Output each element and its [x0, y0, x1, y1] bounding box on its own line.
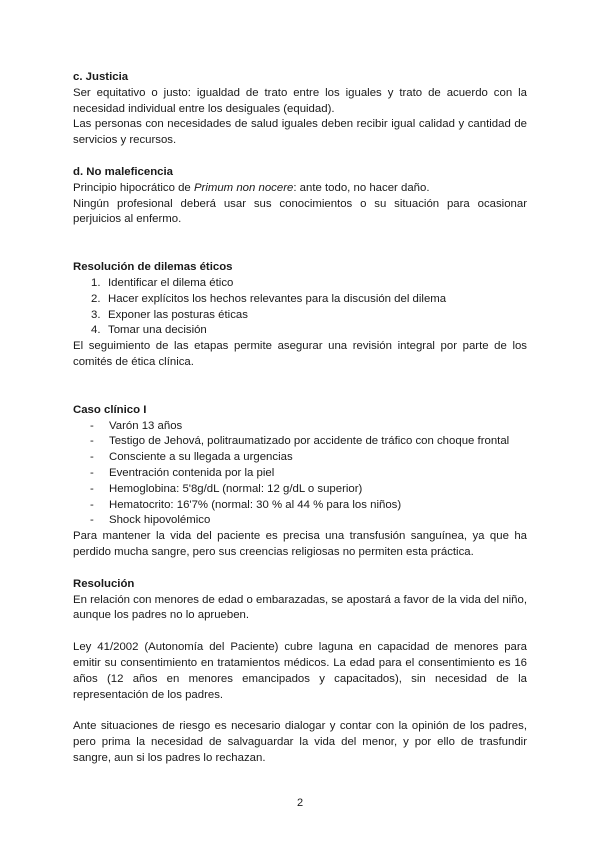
heading-caso-clinico: Caso clínico I: [73, 403, 147, 416]
list-item: - Hematocrito: 16'7% (normal: 30 % al 44 % para los niños): [90, 498, 402, 511]
section-caso-clinico: [73, 403, 527, 561]
heading-no-maleficencia: d. No maleficencia: [73, 165, 174, 178]
page-number: 2: [296, 797, 304, 809]
caso-clinico-list: [73, 419, 527, 530]
list-item: 2. Hacer explícitos los hechos relevantes para la discusión del dilema: [91, 292, 447, 305]
list-item: - Varón 13 años: [90, 419, 183, 432]
heading-justicia: c. Justicia: [73, 71, 129, 83]
caso-clinico-paragraph-1: Para mantener la vida del paciente es precisa una transfusión sanguínea, ya que ha perdido mucha sangre, pero sus creencias religiosas no permiten esta práctica.: [73, 530, 527, 558]
section-no-maleficencia: [73, 165, 527, 228]
list-item: - Shock hipovolémico: [90, 514, 211, 527]
resolucion-paragraph-1: En relación con menores de edad o embarazadas, se apostará a favor de la vida del niño, aunque los padres no lo aprueben.: [73, 593, 528, 622]
justicia-paragraph-2: Las personas con necesidades de salud iguales deben recibir igual calidad y cantidad de servicios y recursos.: [73, 118, 527, 147]
no-maleficencia-p1-before: Principio hipocrático de: [73, 181, 194, 194]
list-item: 1. Identificar el dilema ético: [91, 276, 234, 289]
dilemas-steps-list: [73, 276, 527, 339]
heading-resolucion: Resolución: [73, 577, 135, 590]
list-item: 4. Tomar una decisión: [91, 324, 207, 337]
justicia-paragraph-1: Ser equitativo o justo: igualdad de trato entre los iguales y trato de acuerdo con la necesidad individual entre los desiguales (equidad).: [73, 86, 527, 115]
no-maleficencia-paragraph-2: Ningún profesional deberá usar sus conocimientos o su situación para ocasionar perjuicios al enfermo.: [73, 197, 527, 226]
document-page: [73, 70, 527, 767]
no-maleficencia-paragraph-1: [73, 181, 527, 197]
resolucion-paragraph-2: Ley 41/2002 (Autonomía del Paciente) cubre laguna en capacidad de menores para emitir su consentimiento en tratamientos médicos. La edad para el consentimiento es 16 años (12 años en menores emancipados y capacitados), sin necesidad de la representación de los padres.: [73, 641, 527, 701]
list-item: - Eventración contenida por la piel: [90, 466, 275, 479]
list-item: 3. Exponer las posturas éticas: [91, 308, 248, 321]
list-item: - Testigo de Jehová, politraumatizado por accidente de tráfico con choque frontal: [90, 435, 510, 448]
section-justicia: [73, 70, 527, 149]
dilemas-paragraph-1: El seguimiento de las etapas permite asegurar una revisión integral por parte de los comités de ética clínica.: [73, 340, 527, 368]
list-item: - Hemoglobina: 5'8g/dL (normal: 12 g/dL o superior): [90, 482, 363, 495]
no-maleficencia-p1-italic: Primum non nocere: [193, 181, 294, 194]
heading-resolucion-dilemas: Resolución de dilemas éticos: [73, 261, 233, 274]
section-resolucion-dilemas: [73, 260, 527, 371]
no-maleficencia-p1-after: : ante todo, no hacer daño.: [293, 181, 430, 194]
resolucion-paragraph-3: Ante situaciones de riesgo es necesario dialogar y contar con la opinión de los padres, pero prima la necesidad de salvaguardar la vida del menor, y por ello de trasfundir sangre, aun si los padres lo rechazan.: [73, 720, 527, 764]
section-resolucion: [73, 577, 527, 767]
list-item: - Consciente a su llegada a urgencias: [90, 451, 293, 464]
